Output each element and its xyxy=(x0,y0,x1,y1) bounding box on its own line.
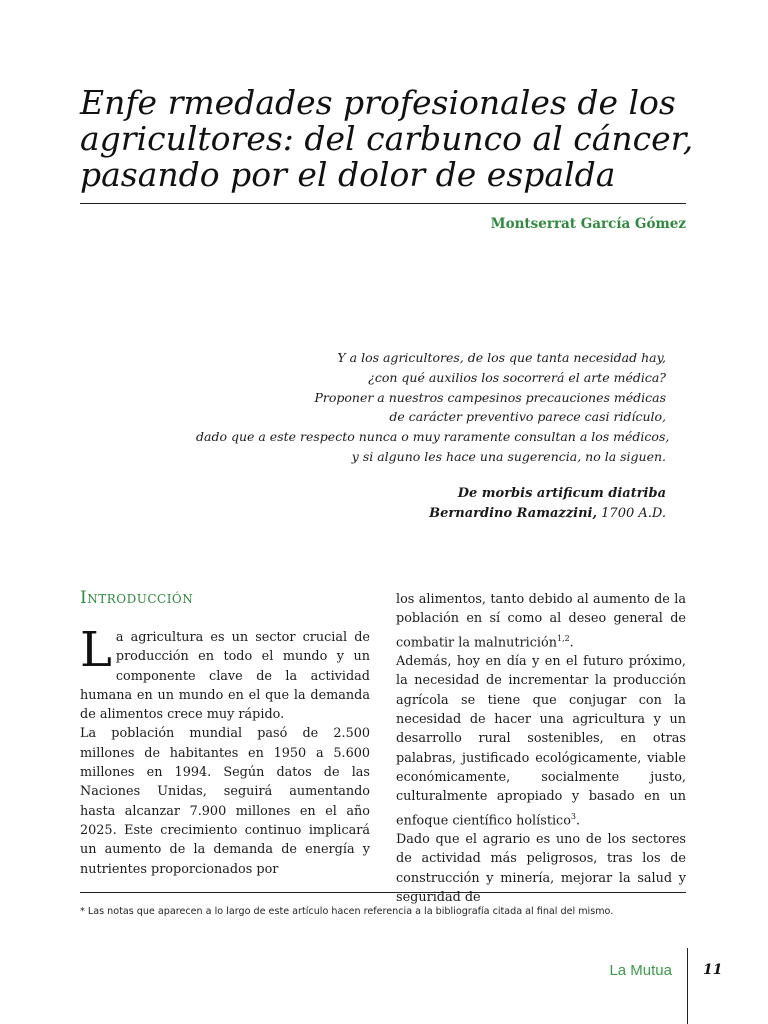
epigraph-line: Y a los agricultores, de los que tanta necesidad hay, xyxy=(337,350,666,365)
epigraph-line: y si alguno les hace una sugerencia, no la siguen. xyxy=(351,448,666,464)
footer-divider xyxy=(687,948,688,1024)
paragraph-end: . xyxy=(576,812,581,828)
paragraph-text: Además, hoy en día y en el futuro próximo, la necesidad de incrementar la producción agrícola se tiene que conjugar con la necesidad de hacer una agricultura y un desarrollo rural sostenibles, en otras palabras, justificado ecológicamente, viable económicamente, socialmente justo, culturalmente apropiado y basado en un enfoque científico holístico xyxy=(396,654,686,828)
title-line: Enfe rmedades profesionales de los xyxy=(80,83,676,122)
footnote-divider xyxy=(80,892,686,893)
epigraph-attribution xyxy=(429,484,666,524)
paragraph-text: los alimentos, tanto debido al aumento de la población en sí como al deseo general de combatir la malnutrición xyxy=(396,592,686,650)
body-paragraph xyxy=(396,652,686,830)
epigraph-quote xyxy=(196,348,670,467)
paragraph-end: . xyxy=(569,634,574,650)
page-number: 11 xyxy=(703,962,723,978)
epigraph-year: 1700 A.D. xyxy=(601,506,666,521)
title-line: agricultores: del carbunco al cáncer, xyxy=(80,119,694,158)
footnote: * Las notas que aparecen a lo largo de este artículo hacen referencia a la bibliografía citada al final del mismo. xyxy=(80,906,614,917)
section-heading-introduccion: Introducción xyxy=(80,588,194,608)
body-paragraph: Dado que el agrario es uno de los sectores de actividad más peligrosos, tras los de construcción y minería, mejorar la salud y seguridad de xyxy=(396,832,686,905)
epigraph-author: Bernardino Ramazzini, xyxy=(429,506,598,521)
reference-mark: 3 xyxy=(570,811,577,821)
epigraph-line: de carácter preventivo parece casi ridículo, xyxy=(389,409,666,425)
drop-cap: L xyxy=(80,622,112,678)
body-paragraph xyxy=(396,590,686,652)
epigraph-work-title: De morbis artificum diatriba xyxy=(457,486,666,501)
epigraph-line: ¿con qué auxilios los socorrerá el arte médica? xyxy=(368,369,666,385)
publication-brand: La Mutua xyxy=(609,962,672,979)
title-line: pasando por el dolor de espalda xyxy=(80,155,616,194)
title-divider xyxy=(80,203,686,204)
reference-mark: 1,2 xyxy=(556,633,570,643)
body-column-right xyxy=(396,590,686,907)
paragraph-text: a agricultura es un sector crucial de producción en todo el mundo y un componente clave de la actividad humana en un mundo en el que la demanda de alimentos crece muy rápido. xyxy=(80,630,370,723)
body-paragraph xyxy=(80,622,370,724)
article-author: Montserrat García Gómez xyxy=(490,216,686,232)
article-title xyxy=(80,85,700,193)
body-paragraph: La población mundial pasó de 2.500 millones de habitantes en 1950 a 5.600 millones en 1994. Según datos de las Naciones Unidas, seguirá aumentando hasta alcanzar 7.900 millones en el año 2025. Este crecimiento continuo implicará un aumento de la demanda de energía y nutrientes proporcionados por xyxy=(80,726,370,877)
epigraph-line: dado que a este respecto nunca o muy raramente consultan a los médicos, xyxy=(196,429,670,445)
epigraph-line: Proponer a nuestros campesinos precauciones médicas xyxy=(314,389,666,405)
body-column-left xyxy=(80,622,370,879)
